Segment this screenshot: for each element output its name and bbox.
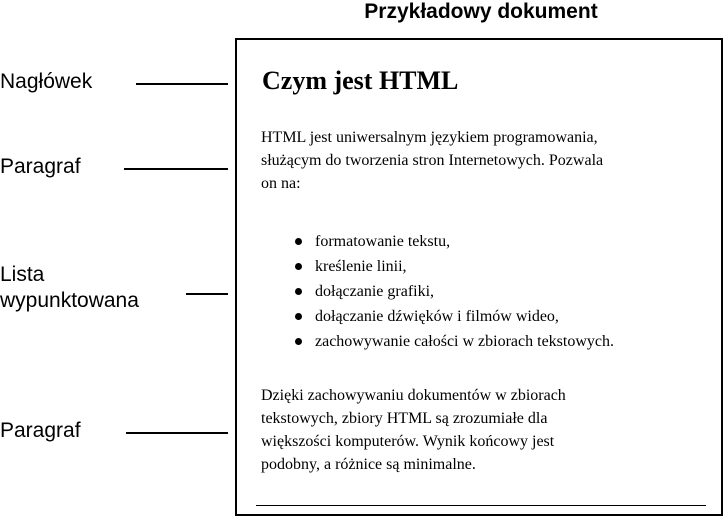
list-item-text: formatowanie tekstu, (315, 233, 451, 250)
paragraph-2-line: tekstowych, zbiory HTML są zrozumiałe dla (261, 410, 548, 427)
list-item (291, 329, 614, 354)
paragraph-2-line: Dzięki zachowywaniu dokumentów w zbiorach (261, 387, 566, 404)
list-item-text: kreślenie linii, (315, 258, 407, 275)
document-paragraph-1 (261, 126, 603, 195)
label-paragraph-1: Paragraf (0, 155, 81, 178)
paragraph-1-line: on na: (261, 175, 301, 192)
list-item (291, 229, 614, 254)
list-item-text: zachowywanie całości w zbiorach tekstowych. (315, 333, 614, 350)
label-heading: Nagłówek (0, 70, 93, 93)
pointer-line-list (186, 293, 228, 295)
label-list-line: wypunktowana (0, 289, 139, 312)
bullet-icon (295, 338, 302, 345)
pointer-line-heading (136, 83, 228, 85)
paragraph-2-line: większości komputerów. Wynik końcowy jest (261, 433, 555, 450)
paragraph-1-line: służącym do tworzenia stron Internetowych. Pozwala (261, 152, 604, 169)
page-title: Przykładowy dokument (364, 0, 598, 23)
list-item (291, 279, 614, 304)
pointer-line-paragraph-1 (124, 168, 228, 170)
bullet-icon (295, 263, 302, 270)
bulleted-list (291, 229, 614, 354)
list-item (291, 254, 614, 279)
label-list (0, 262, 139, 314)
document-paragraph-2 (261, 384, 566, 476)
document-heading: Czym jest HTML (262, 66, 459, 95)
list-item (291, 304, 614, 329)
bullet-icon (295, 313, 302, 320)
paragraph-1-line: HTML jest uniwersalnym językiem programowania, (261, 129, 598, 146)
bullet-icon (295, 288, 302, 295)
bullet-icon (295, 238, 302, 245)
list-item-text: dołączanie grafiki, (315, 283, 435, 300)
label-list-line: Lista (0, 263, 45, 286)
list-item-text: dołączanie dźwięków i filmów wideo, (315, 308, 559, 325)
horizontal-rule (256, 505, 706, 506)
label-paragraph-2: Paragraf (0, 419, 81, 442)
paragraph-2-line: podobny, a różnice są minimalne. (261, 456, 476, 473)
pointer-line-paragraph-2 (126, 432, 228, 434)
